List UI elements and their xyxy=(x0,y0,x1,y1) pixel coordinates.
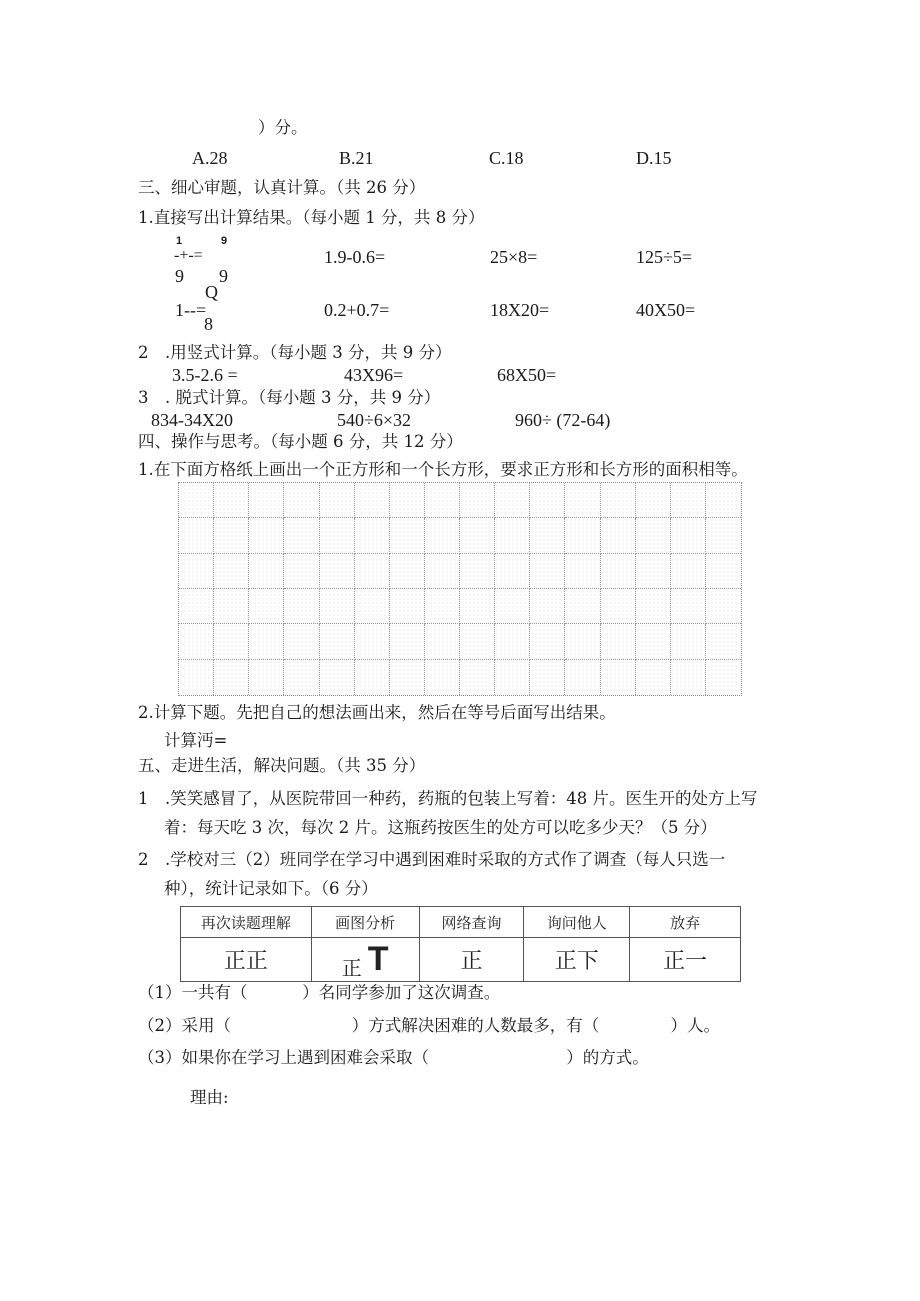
grid-cell[interactable] xyxy=(320,554,355,589)
grid-cell[interactable] xyxy=(636,624,671,659)
section5-q1-line2: 着：每天吃 3 次，每次 2 片。这瓶药按医生的处方可以吃多少天？（5 分） xyxy=(164,818,717,837)
grid-cell[interactable] xyxy=(460,589,495,624)
grid-cell[interactable] xyxy=(460,518,495,553)
tally-mark-partial: T xyxy=(367,940,389,978)
grid-cell[interactable] xyxy=(636,518,671,553)
calc-item: 25×8= xyxy=(490,247,538,267)
sub-question-3: （3）如果你在学习上遇到困难会采取（ ）的方式。 xyxy=(138,1048,649,1067)
reason-label: 理由: xyxy=(190,1088,229,1107)
grid-cell[interactable] xyxy=(355,589,390,624)
grid-cell[interactable] xyxy=(636,660,671,695)
table-header-cell: 询问他人 xyxy=(524,907,630,938)
section5-q1-line1: 1 .笑笑感冒了，从医院带回一种药，药瓶的包装上写着：48 片。医生开的处方上写 xyxy=(138,789,758,808)
grid-cell[interactable] xyxy=(530,518,565,553)
grid-cell[interactable] xyxy=(214,518,249,553)
grid-cell[interactable] xyxy=(601,660,636,695)
grid-cell[interactable] xyxy=(320,624,355,659)
tally-cell: 正 xyxy=(419,938,524,982)
calc-item: 125÷5= xyxy=(636,247,693,267)
grid-cell[interactable] xyxy=(706,589,741,624)
vertical-calc-item: 43X96= xyxy=(344,365,404,385)
grid-cell[interactable] xyxy=(565,518,600,553)
table-header-cell: 再次读题理解 xyxy=(181,907,312,938)
sub-question-2: （2）采用（ ）方式解决困难的人数最多，有（ ）人。 xyxy=(138,1016,720,1035)
grid-cell[interactable] xyxy=(214,660,249,695)
calc-item: 1.9-0.6= xyxy=(324,247,386,267)
grid-cell[interactable] xyxy=(460,483,495,518)
table-header-row xyxy=(181,907,741,938)
grid-cell[interactable] xyxy=(530,660,565,695)
fraction-numerator-2: 9 xyxy=(221,235,228,247)
grid-cell[interactable] xyxy=(320,518,355,553)
grid-cell[interactable] xyxy=(671,589,706,624)
grid-cell[interactable] xyxy=(565,554,600,589)
grid-cell[interactable] xyxy=(671,660,706,695)
option-d: D.15 xyxy=(636,148,672,168)
grid-cell[interactable] xyxy=(425,589,460,624)
grid-cell[interactable] xyxy=(214,483,249,518)
grid-cell[interactable] xyxy=(706,624,741,659)
grid-cell[interactable] xyxy=(671,518,706,553)
grid-cell[interactable] xyxy=(495,554,530,589)
grid-cell[interactable] xyxy=(214,624,249,659)
grid-cell[interactable] xyxy=(460,660,495,695)
grid-cell[interactable] xyxy=(284,624,319,659)
fraction-denominator-2: 9 xyxy=(219,266,228,286)
grid-cell[interactable] xyxy=(636,589,671,624)
graph-paper-grid[interactable] xyxy=(178,482,742,696)
step-calc-item: 540÷6×32 xyxy=(337,410,412,430)
grid-cell[interactable] xyxy=(355,483,390,518)
grid-cell[interactable] xyxy=(460,554,495,589)
grid-cell[interactable] xyxy=(425,483,460,518)
tally-cell: 正正 xyxy=(181,938,312,982)
grid-cell[interactable] xyxy=(390,518,425,553)
grid-cell[interactable] xyxy=(355,518,390,553)
grid-cell[interactable] xyxy=(249,554,284,589)
grid-cell[interactable] xyxy=(179,483,214,518)
grid-cell[interactable] xyxy=(355,660,390,695)
fraction-denominator-1: 9 xyxy=(175,266,184,286)
grid-cell[interactable] xyxy=(179,660,214,695)
option-c: C.18 xyxy=(489,148,524,168)
grid-cell[interactable] xyxy=(284,660,319,695)
grid-cell[interactable] xyxy=(671,483,706,518)
grid-cell[interactable] xyxy=(671,624,706,659)
grid-cell[interactable] xyxy=(425,554,460,589)
section3-q1-title: 1.直接写出计算结果。（每小题 1 分，共 8 分） xyxy=(138,208,485,227)
table-header-cell: 放弃 xyxy=(630,907,741,938)
section4-q1-title: 1.在下面方格纸上画出一个正方形和一个长方形，要求正方形和长方形的面积相等。 xyxy=(138,460,748,479)
grid-cell[interactable] xyxy=(636,554,671,589)
grid-cell[interactable] xyxy=(706,660,741,695)
grid-cell[interactable] xyxy=(495,589,530,624)
grid-cell[interactable] xyxy=(495,660,530,695)
section5-q2-line1: 2 .学校对三（2）班同学在学习中遇到困难时采取的方式作了调查（每人只选一 xyxy=(138,850,726,869)
grid-cell[interactable] xyxy=(320,589,355,624)
grid-cell[interactable] xyxy=(390,660,425,695)
sub-question-1: （1）一共有（ ）名同学参加了这次调查。 xyxy=(138,983,501,1002)
grid-cell[interactable] xyxy=(179,589,214,624)
grid-cell[interactable] xyxy=(284,554,319,589)
grid-cell[interactable] xyxy=(706,518,741,553)
grid-cell[interactable] xyxy=(179,554,214,589)
tally-cell: 正一 xyxy=(630,938,741,982)
section5-q2-line2: 种），统计记录如下。（6 分） xyxy=(164,879,378,898)
tally-mark: 正 xyxy=(341,956,362,980)
previous-question-tail: ）分。 xyxy=(258,118,308,137)
section4-heading: 四、操作与思考。（每小题 6 分，共 12 分） xyxy=(138,432,463,451)
grid-cell[interactable] xyxy=(495,483,530,518)
calc-item: 18X20= xyxy=(490,300,550,320)
tally-cell xyxy=(311,938,419,982)
grid-cell[interactable] xyxy=(495,624,530,659)
section4-q2-title: 2.计算下题。先把自己的想法画出来，然后在等号后面写出结果。 xyxy=(138,703,616,722)
table-tally-row xyxy=(181,938,741,982)
grid-cell[interactable] xyxy=(284,483,319,518)
vertical-calc-item: 68X50= xyxy=(497,365,557,385)
grid-cell[interactable] xyxy=(249,518,284,553)
grid-cell[interactable] xyxy=(390,624,425,659)
grid-cell[interactable] xyxy=(425,660,460,695)
grid-cell[interactable] xyxy=(601,483,636,518)
fraction-numerator-1: 1 xyxy=(176,235,183,247)
calc-item: 0.2+0.7= xyxy=(324,300,390,320)
step-calc-item: 834-34X20 xyxy=(151,410,233,430)
tally-cell: 正下 xyxy=(524,938,630,982)
grid-cell[interactable] xyxy=(671,554,706,589)
grid-cell[interactable] xyxy=(179,518,214,553)
survey-tally-table xyxy=(180,906,741,982)
grid-cell[interactable] xyxy=(214,554,249,589)
option-b: B.21 xyxy=(339,148,374,168)
grid-cell[interactable] xyxy=(706,554,741,589)
grid-cell[interactable] xyxy=(601,554,636,589)
grid-cell[interactable] xyxy=(355,624,390,659)
section3-heading: 三、细心审题，认真计算。（共 26 分） xyxy=(138,178,426,197)
grid-cell[interactable] xyxy=(636,483,671,518)
step-calc-item: 960÷ (72-64) xyxy=(515,410,611,430)
grid-cell[interactable] xyxy=(284,518,319,553)
grid-cell[interactable] xyxy=(565,589,600,624)
grid-cell[interactable] xyxy=(320,660,355,695)
grid-cell[interactable] xyxy=(706,483,741,518)
calc-item: 40X50= xyxy=(636,300,696,320)
grid-cell[interactable] xyxy=(601,518,636,553)
grid-cell[interactable] xyxy=(530,483,565,518)
grid-cell[interactable] xyxy=(179,624,214,659)
grid-cell[interactable] xyxy=(249,483,284,518)
fraction-expression: -+-= xyxy=(174,247,203,264)
section3-q3-title: 3 . 脱式计算。（每小题 3 分，共 9 分） xyxy=(138,388,441,407)
grid-cell[interactable] xyxy=(390,554,425,589)
fraction-numerator-q: Q xyxy=(205,282,218,302)
grid-cell[interactable] xyxy=(460,624,495,659)
grid-cell[interactable] xyxy=(249,624,284,659)
grid-cell[interactable] xyxy=(601,624,636,659)
grid-cell[interactable] xyxy=(214,589,249,624)
grid-cell[interactable] xyxy=(249,589,284,624)
section5-heading: 五、走进生活，解决问题。（共 35 分） xyxy=(138,756,426,775)
grid-cell[interactable] xyxy=(601,589,636,624)
section3-q2-title: 2 .用竖式计算。（每小题 3 分，共 9 分） xyxy=(138,343,452,362)
grid-cell[interactable] xyxy=(565,483,600,518)
grid-cell[interactable] xyxy=(530,624,565,659)
option-a: A.28 xyxy=(192,148,228,168)
grid-cell[interactable] xyxy=(530,589,565,624)
grid-cell[interactable] xyxy=(425,518,460,553)
table-header-cell: 网络查询 xyxy=(419,907,524,938)
vertical-calc-item: 3.5-2.6 = xyxy=(172,365,238,385)
grid-cell[interactable] xyxy=(565,624,600,659)
grid-cell[interactable] xyxy=(390,483,425,518)
grid-cell[interactable] xyxy=(530,554,565,589)
fraction-denominator: 8 xyxy=(204,314,213,334)
table-header-cell: 画图分析 xyxy=(311,907,419,938)
grid-cell[interactable] xyxy=(355,554,390,589)
grid-cell[interactable] xyxy=(284,589,319,624)
grid-cell[interactable] xyxy=(495,518,530,553)
grid-cell[interactable] xyxy=(565,660,600,695)
grid-cell[interactable] xyxy=(249,660,284,695)
section4-q2-expression: 计算沔= xyxy=(164,731,228,750)
grid-cell[interactable] xyxy=(425,624,460,659)
grid-cell[interactable] xyxy=(390,589,425,624)
grid-cell[interactable] xyxy=(320,483,355,518)
fraction-expression: 1--= xyxy=(175,300,207,320)
